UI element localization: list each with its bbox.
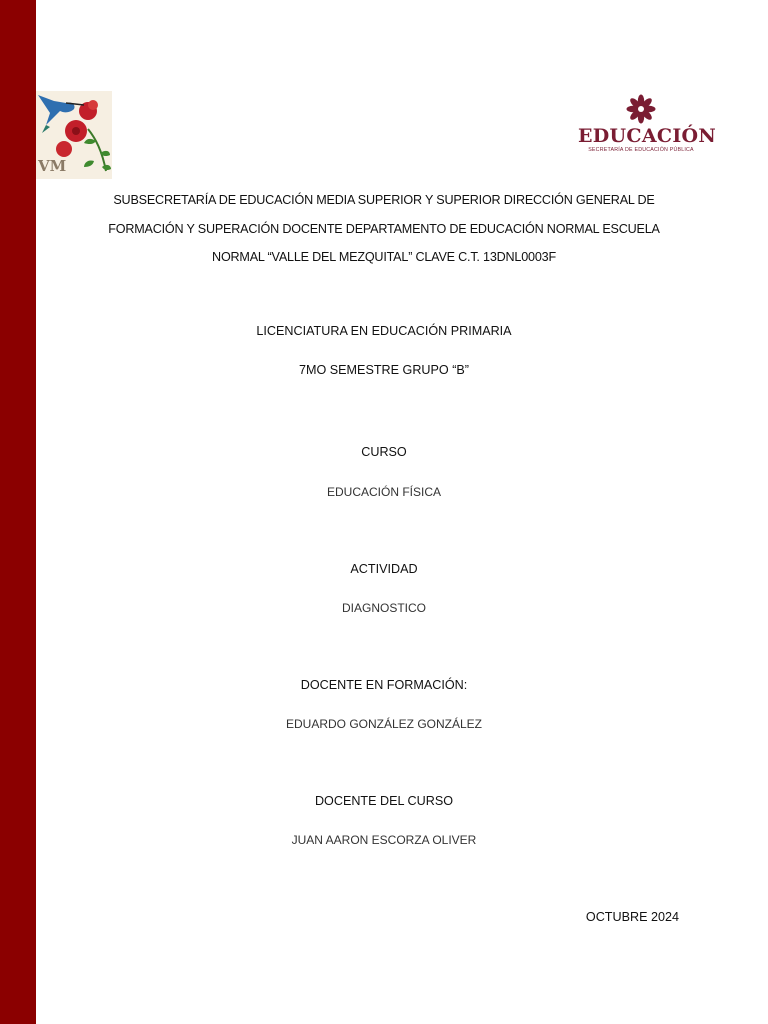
document-date: OCTUBRE 2024	[585, 910, 679, 924]
school-logo	[36, 91, 112, 179]
course-label: CURSO	[361, 445, 407, 459]
institution-line-2: FORMACIÓN Y SUPERACIÓN DOCENTE DEPARTAMENTO DE EDUCACIÓN NORMAL ESCUELA	[108, 221, 660, 236]
institution-line-1: SUBSECRETARÍA DE EDUCACIÓN MEDIA SUPERIOR Y SUPERIOR DIRECCIÓN GENERAL DE	[113, 193, 655, 207]
institution-header	[60, 186, 708, 272]
hummingbird-flower-logo	[36, 91, 112, 179]
teacher-label: DOCENTE DEL CURSO	[314, 794, 454, 808]
activity-label: ACTIVIDAD	[350, 562, 418, 576]
program-title: LICENCIATURA EN EDUCACIÓN PRIMARIA	[256, 324, 512, 338]
star-flower-icon	[626, 94, 656, 124]
left-side-bar	[0, 0, 36, 1024]
activity-value: DIAGNOSTICO	[341, 601, 426, 615]
sep-name: EDUCACIÓN	[578, 125, 717, 147]
sep-subtitle: SECRETARÍA DE EDUCACIÓN PÚBLICA	[588, 147, 694, 153]
sep-logo	[578, 94, 717, 156]
student-value: EDUARDO GONZÁLEZ GONZÁLEZ	[285, 717, 483, 731]
student-label: DOCENTE EN FORMACIÓN:	[300, 678, 468, 692]
teacher-value: JUAN AARON ESCORZA OLIVER	[291, 833, 477, 847]
semester-group: 7MO SEMESTRE GRUPO “B”	[298, 363, 470, 377]
institution-line-3: NORMAL “VALLE DEL MEZQUITAL” CLAVE C.T. 13DNL0003F	[212, 250, 556, 264]
course-value: EDUCACIÓN FÍSICA	[326, 485, 441, 499]
svg-text:VM: VM	[38, 157, 67, 175]
